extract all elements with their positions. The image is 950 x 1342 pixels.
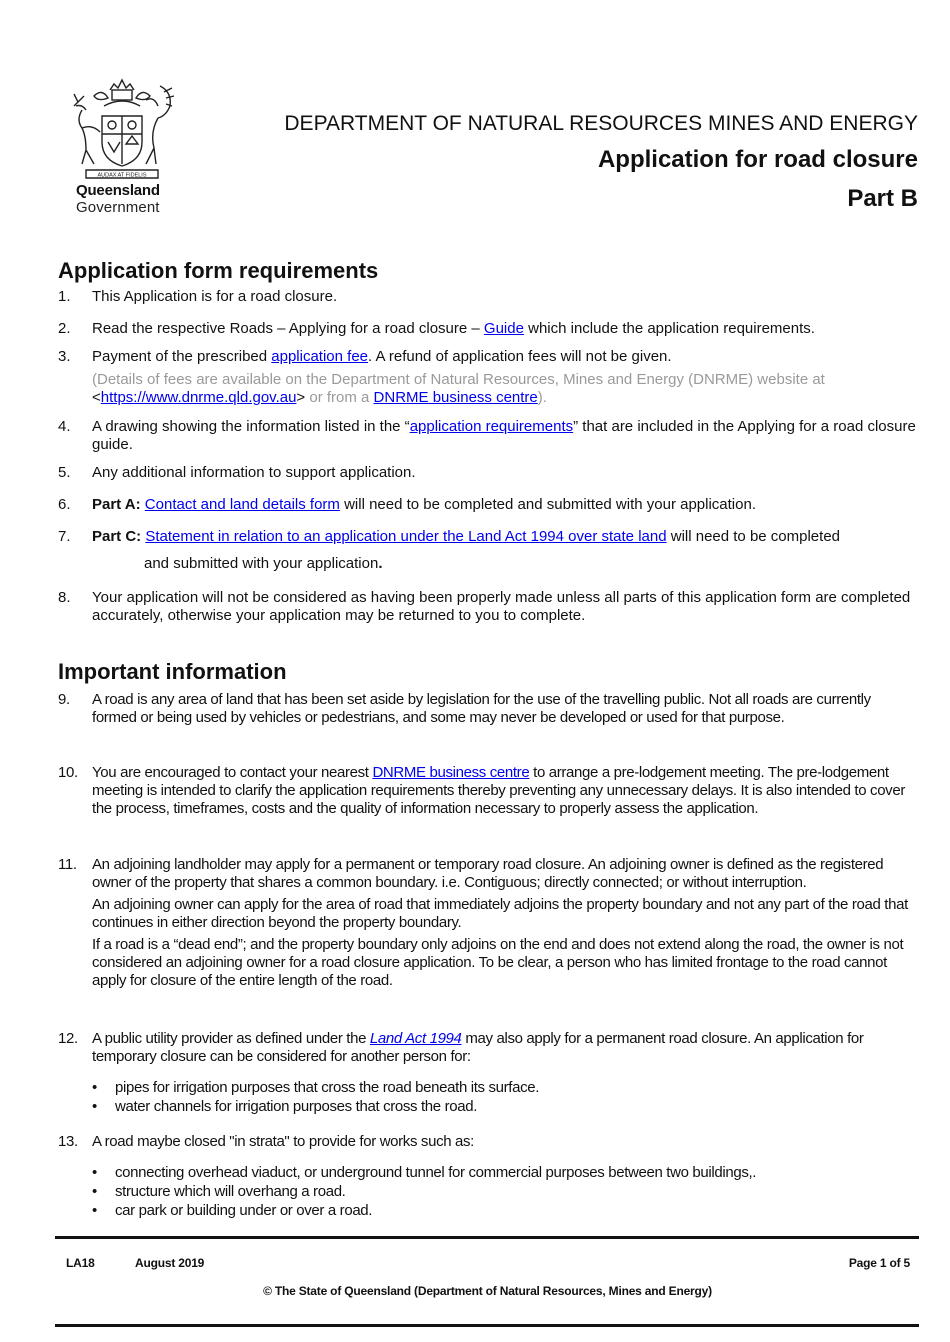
item-text: A public utility provider as defined under the [92, 1030, 370, 1047]
section-heading-important: Important information [58, 659, 287, 684]
item-paragraph: An adjoining owner can apply for the area of road that immediately adjoins the property boundary and not any part of the road that continues in either direction beyond the property boundary. [92, 896, 908, 931]
item-text: Any additional information to support application. [92, 464, 416, 481]
bullet-item: • connecting overhead viaduct, or underground tunnel for commercial purposes between two buildings,. [92, 1163, 918, 1182]
item-number: 9. [58, 691, 70, 708]
footer-divider-bottom [55, 1324, 919, 1327]
part-a-form-link[interactable]: Contact and land details form [144, 496, 340, 513]
bullet-list [92, 1078, 918, 1116]
item-paragraph: An adjoining landholder may apply for a permanent or temporary road closure. An adjoining owner is defined as the registered owner of the property that shares a common boundary. i.e. Contiguous; directly connected; or without interruption. [92, 856, 884, 891]
list-item [58, 464, 918, 482]
footer-divider-top [55, 1236, 919, 1239]
bullet-item: • water channels for irrigation purposes that cross the road. [92, 1097, 918, 1116]
item-text: A road maybe closed "in strata" to provide for works such as: [92, 1133, 474, 1150]
item-text: which include the application requirements. [523, 320, 815, 337]
item-text: Read the respective Roads – Applying for a road closure – [92, 320, 484, 337]
item-text: ” that are included in the Applying for a road closure guide. [92, 418, 916, 453]
item-number: 2. [58, 320, 71, 337]
list-item [58, 1030, 918, 1116]
bullet-item: • car park or building under or over a road. [92, 1201, 918, 1220]
list-item [58, 1133, 918, 1220]
land-act-1994-link[interactable]: Land Act 1994 [369, 1030, 462, 1047]
item-number: 8. [58, 589, 71, 606]
department-name: DEPARTMENT OF NATURAL RESOURCES MINES AND ENERGY [284, 112, 918, 135]
item-number: 1. [58, 288, 71, 305]
page-number: Page 1 of 5 [848, 1256, 910, 1270]
item-number: 5. [58, 464, 71, 481]
item-text: may also apply for a permanent road closure. An application for temporary closure can be considered for another person for: [92, 1030, 864, 1065]
item-text: and submitted with your application [144, 555, 379, 572]
dnrme-business-centre-link[interactable]: DNRME business centre [373, 389, 538, 406]
copyright: © The State of Queensland (Department of Natural Resources, Mines and Energy) [263, 1284, 712, 1298]
list-item [58, 418, 918, 454]
part-c-form-link[interactable]: Statement in relation to an application under the Land Act 1994 over state land [145, 528, 667, 545]
list-item [58, 856, 918, 990]
item-text: You are encouraged to contact your nearest [92, 764, 373, 781]
item-text: Your application will not be considered as having been properly made unless all parts of this application form are completed accurately, otherwise your application may be returned to you to complete. [92, 589, 911, 624]
item-number: 12. [58, 1030, 78, 1047]
item-text: This Application is for a road closure. [92, 288, 338, 305]
item-number: 4. [58, 418, 71, 435]
dnrme-business-centre-link[interactable]: DNRME business centre [372, 764, 530, 781]
list-item: 7. Part C: Statement in relation to an application under the Land Act 1994 over state land will need to be completed and submitted with your application. [58, 528, 840, 572]
list-item [58, 764, 918, 818]
application-fee-link[interactable]: application fee [271, 348, 369, 365]
section-heading-requirements: Application form requirements [58, 258, 379, 283]
motto: AUDAX AT FIDELIS [97, 172, 147, 179]
item-text: A drawing showing the information listed in the “ [92, 418, 410, 435]
item-text: . A refund of application fees will not be given. [368, 348, 672, 365]
item-paragraph: If a road is a “dead end”; and the property boundary only adjoins on the end and does not extend along the road, the owner is not considered an adjoining owner for a road closure application. To be clear, a person who has limited frontage to the road cannot apply for closure of the entire length of the road. [92, 936, 904, 989]
item-number: 6. [58, 496, 71, 513]
item-number: 10. [58, 764, 78, 781]
list-item [58, 589, 918, 625]
list-item [58, 348, 918, 407]
item-text: to arrange a pre-lodgement meeting. The pre-lodgement meeting is intended to clarify the application requirements thereby preventing any unnecessary delays. It is also intended to cover the process, timeframes, costs and the quality of information necessary to properly assess the application. [92, 764, 905, 817]
item-text: A road is any area of land that has been set aside by legislation for the use of the travelling public. Not all roads are currently formed or being used by vehicles or pedestrians, and some may never be developed or used for that purpose. [92, 691, 871, 726]
fees-note: (Details of fees are available on the Department of Natural Resources, Mines and Energy (DNRME) website at <https://www.dnrme.qld.gov.au> or from a DNRME business centre). [92, 371, 825, 406]
list-item [58, 320, 918, 338]
bullet-list [92, 1163, 918, 1220]
list-item [58, 691, 918, 727]
item-number: 3. [58, 348, 71, 365]
page-subtitle-part: Part B [847, 185, 918, 212]
application-requirements-link[interactable]: application requirements [409, 418, 574, 435]
part-a-label: Part A: [92, 496, 141, 513]
logo-queensland: Queensland [76, 182, 160, 199]
item-text: will need to be completed and submitted with your application. [339, 496, 756, 513]
form-date: August 2019 [135, 1256, 205, 1270]
list-item [58, 496, 918, 514]
item-number: 11. [58, 856, 77, 873]
guide-link[interactable]: Guide [483, 320, 524, 337]
list-item [58, 288, 918, 306]
page-title: Application for road closure [597, 146, 918, 173]
item-text: Payment of the prescribed [92, 348, 272, 365]
logo-government: Government [76, 199, 160, 216]
bullet-item: • structure which will overhang a road. [92, 1182, 918, 1201]
dnrme-website-link[interactable]: https://www.dnrme.qld.gov.au [100, 389, 297, 406]
bullet-item: • pipes for irrigation purposes that cross the road beneath its surface. [92, 1078, 918, 1097]
form-code: LA18 [66, 1256, 95, 1270]
item-text: will need to be completed [666, 528, 840, 545]
item-number: 7. [58, 528, 71, 545]
item-number: 13. [58, 1133, 78, 1150]
part-c-label: Part C: [92, 528, 142, 545]
